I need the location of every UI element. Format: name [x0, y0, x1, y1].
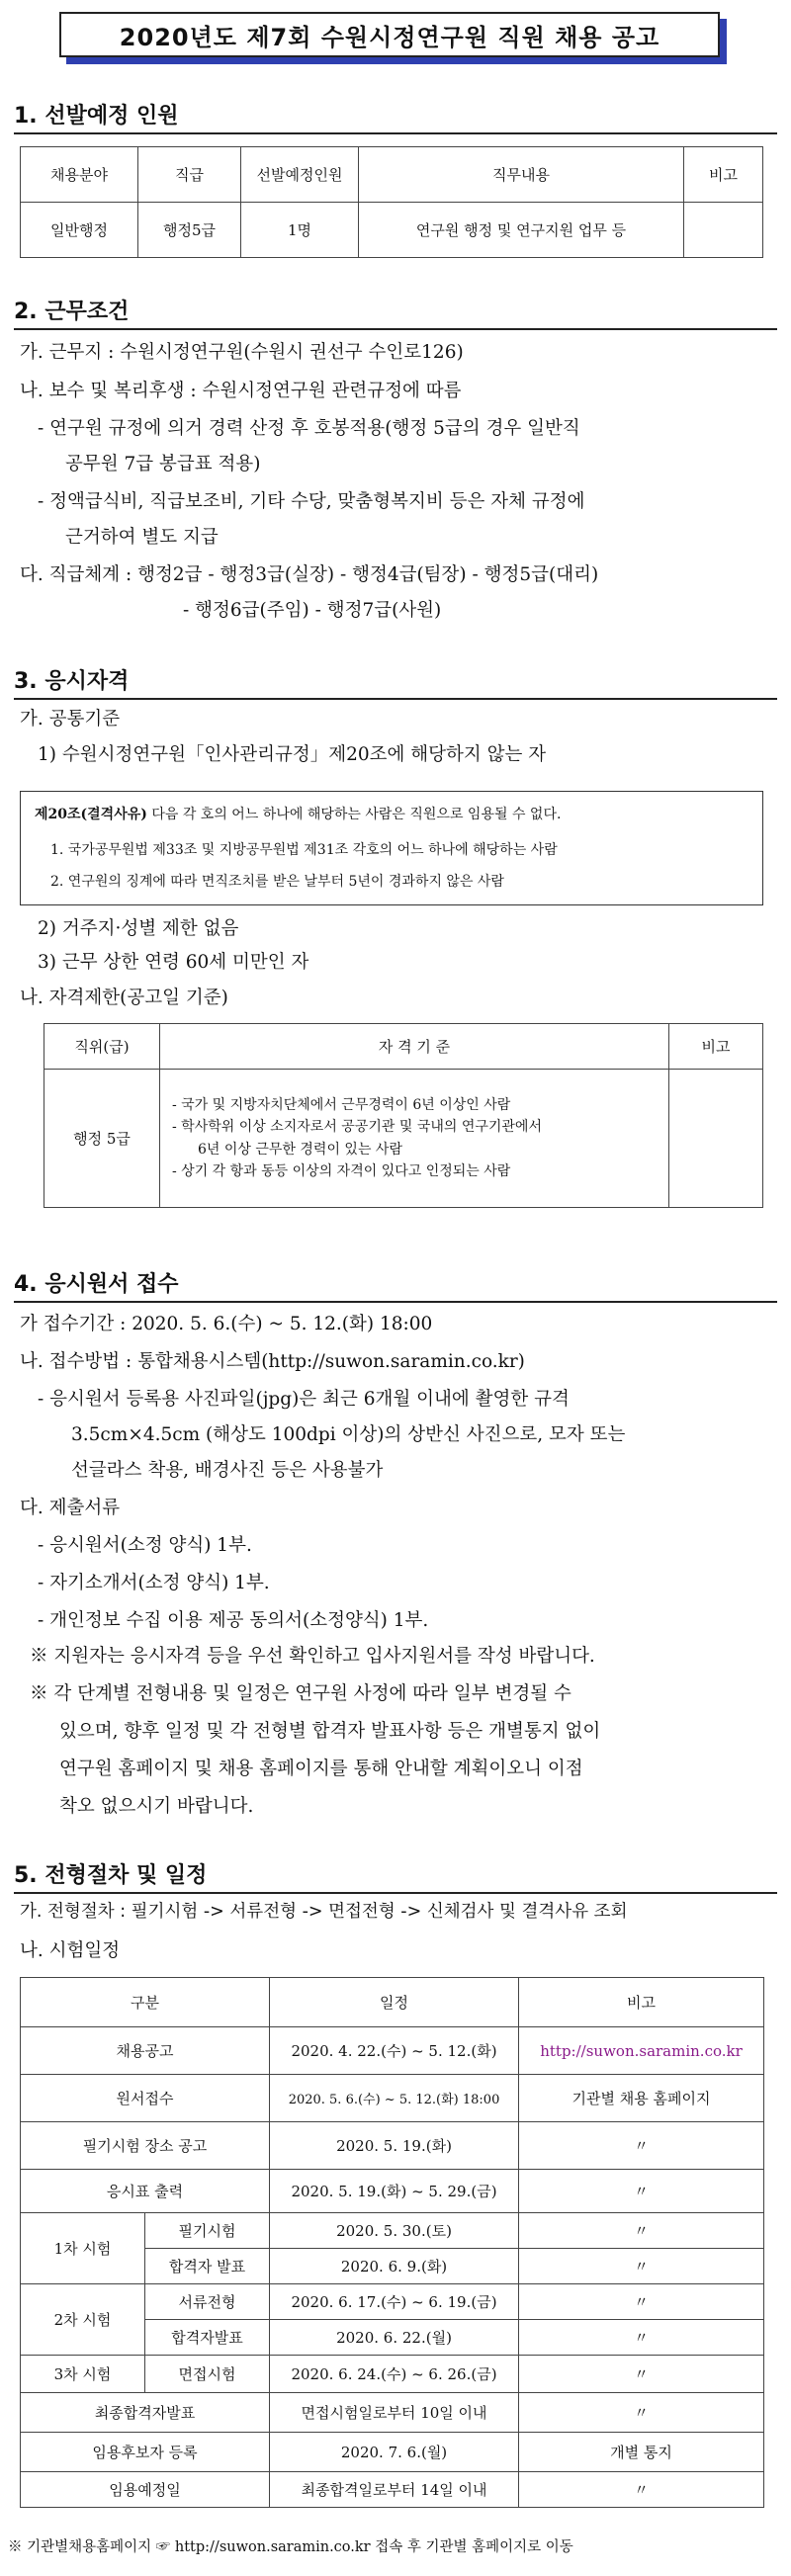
table-cell: 필기시험 장소 공고 — [21, 2122, 270, 2170]
homepage-link[interactable]: http://suwon.saramin.co.kr — [519, 2027, 764, 2075]
table-cell: 2020. 6. 24.(수) ~ 6. 26.(금) — [270, 2356, 519, 2393]
recruit-table — [20, 146, 763, 258]
text-line: - 연구원 규정에 의거 경력 산정 후 호봉적용(행정 5급의 경우 일반직 — [38, 418, 580, 439]
regulation-text: 다음 각 호의 어느 하나에 해당하는 사람은 직원으로 임용될 수 없다. — [146, 807, 562, 822]
table-cell: 2020. 6. 22.(월) — [270, 2320, 519, 2356]
table-cell: 〃 — [519, 2284, 764, 2320]
text-line: 있으며, 향후 일정 및 각 전형별 합격자 발표사항 등은 개별통지 없이 — [59, 1721, 601, 1742]
table-cell: 응시표 출력 — [21, 2170, 270, 2213]
header-cell: 비고 — [669, 1024, 763, 1070]
table-cell: 〃 — [519, 2249, 764, 2284]
table-cell: 2020. 4. 22.(수) ~ 5. 12.(화) — [270, 2027, 519, 2075]
text-line: ※ 각 단계별 전형내용 및 일정은 연구원 사정에 따라 일부 변경될 수 — [30, 1683, 571, 1704]
table-cell: 개별 통지 — [519, 2433, 764, 2472]
table-cell: 서류전형 — [145, 2284, 270, 2320]
text-line: ※ 지원자는 응시자격 등을 우선 확인하고 입사지원서를 작성 바랍니다. — [30, 1646, 595, 1667]
table-cell: 합격자발표 — [145, 2320, 270, 2356]
text-line: - 응시원서 등록용 사진파일(jpg)은 최근 6개월 이내에 촬영한 규격 — [38, 1389, 570, 1410]
text-line: 나. 자격제한(공고일 기준) — [20, 987, 228, 1008]
table-cell: 연구원 행정 및 연구지원 업무 등 — [359, 203, 684, 258]
table-cell: 최종합격자발표 — [21, 2393, 270, 2433]
table-cell: 원서접수 — [21, 2075, 270, 2122]
regulation-box — [20, 791, 763, 905]
table-cell: 2차 시험 — [21, 2284, 145, 2356]
process-line: 가. 전형절차 : 필기시험 -> 서류전형 -> 면접전형 -> 신체검사 및 결격사유 조회 — [20, 1902, 628, 1922]
text-line: 다. 직급체계 : 행정2급 - 행정3급(실장) - 행정4급(팀장) - 행정5급(대리) — [20, 564, 599, 585]
note-cell — [669, 1070, 763, 1208]
table-cell: 2020. 5. 19.(화) ~ 5. 29.(금) — [270, 2170, 519, 2213]
table-cell: 면접시험일로부터 10일 이내 — [270, 2393, 519, 2433]
table-cell: 〃 — [519, 2320, 764, 2356]
section-4-heading: 4. 응시원서 접수 — [14, 1272, 179, 1297]
table-cell: 합격자 발표 — [145, 2249, 270, 2284]
table-cell: 필기시험 — [145, 2213, 270, 2249]
table-cell: 2020. 7. 6.(월) — [270, 2433, 519, 2472]
header-cell: 비고 — [519, 1978, 764, 2027]
table-cell: 3차 시험 — [21, 2356, 145, 2393]
section-4-divider — [14, 1301, 777, 1303]
table-cell: 2020. 6. 17.(수) ~ 6. 19.(금) — [270, 2284, 519, 2320]
table-cell: 임용예정일 — [21, 2472, 270, 2508]
table-cell: 〃 — [519, 2393, 764, 2433]
regulation-lead — [35, 804, 561, 823]
header-cell: 자 격 기 준 — [160, 1024, 669, 1070]
text-line: 착오 없으시기 바랍니다. — [59, 1796, 254, 1817]
table-cell: 2020. 5. 6.(수) ~ 5. 12.(화) 18:00 — [270, 2075, 519, 2122]
regulation-item: 1. 국가공무원법 제33조 및 지방공무원법 제31조 각호의 어느 하나에 해당하는 사람 — [50, 842, 558, 858]
criteria-item: - 국가 및 지방자치단체에서 근무경력이 6년 이상인 사람 — [172, 1096, 511, 1113]
table-cell: 2020. 5. 30.(토) — [270, 2213, 519, 2249]
header-cell: 채용분야 — [21, 147, 138, 203]
text-line: - 정액급식비, 직급보조비, 기타 수당, 맞춤형복지비 등은 자체 규정에 — [38, 491, 585, 512]
footnote: ※ 기관별채용홈페이지 ☞ http://suwon.saramin.co.kr 접속 후 기관별 홈페이지로 이동 — [8, 2539, 573, 2555]
table-cell: 임용후보자 등록 — [21, 2433, 270, 2472]
table-cell: 〃 — [519, 2122, 764, 2170]
rank-cell: 행정 5급 — [44, 1070, 160, 1208]
text-line: 공무원 7급 봉급표 적용) — [65, 454, 261, 474]
text-line: - 행정6급(주임) - 행정7급(사원) — [183, 600, 442, 621]
criteria-item: - 상기 각 항과 동등 이상의 자격이 있다고 인정되는 사람 — [172, 1162, 511, 1179]
text-line: 연구원 홈페이지 및 채용 홈페이지를 통해 안내할 계획이오니 이점 — [59, 1759, 583, 1779]
text-line: 가 접수기간 : 2020. 5. 6.(수) ~ 5. 12.(화) 18:00 — [20, 1314, 433, 1334]
table-cell: 2020. 6. 9.(화) — [270, 2249, 519, 2284]
table-cell: 〃 — [519, 2356, 764, 2393]
qualification-table — [44, 1023, 763, 1208]
table-cell: 일반행정 — [21, 203, 138, 258]
table-cell: 행정5급 — [138, 203, 241, 258]
section-1-heading: 1. 선발예정 인원 — [14, 104, 179, 129]
text-line: 나. 보수 및 복리후생 : 수원시정연구원 관련규정에 따름 — [20, 381, 462, 401]
table-cell: 〃 — [519, 2213, 764, 2249]
table-cell: 〃 — [519, 2472, 764, 2508]
text-line: - 응시원서(소정 양식) 1부. — [38, 1535, 252, 1556]
section-3-divider — [14, 698, 777, 700]
criteria-cell — [160, 1070, 669, 1208]
table-cell: 2020. 5. 19.(화) — [270, 2122, 519, 2170]
header-cell: 직급 — [138, 147, 241, 203]
text-line: - 자기소개서(소정 양식) 1부. — [38, 1573, 270, 1593]
regulation-item: 2. 연구원의 징계에 따라 면직조치를 받은 날부터 5년이 경과하지 않은 사람 — [50, 874, 504, 890]
criteria-item: 6년 이상 근무한 경력이 있는 사람 — [198, 1141, 402, 1158]
regulation-title: 제20조(결격사유) — [35, 807, 147, 822]
text-line: 가. 공통기준 — [20, 709, 121, 730]
page-title: 2020년도 제7회 수원시정연구원 직원 채용 공고 — [59, 12, 720, 57]
table-cell — [684, 203, 763, 258]
section-5-heading: 5. 전형절차 및 일정 — [14, 1863, 208, 1888]
table-cell: 채용공고 — [21, 2027, 270, 2075]
section-3-heading: 3. 응시자격 — [14, 669, 130, 694]
text-line: 2) 거주지·성별 제한 없음 — [38, 918, 239, 939]
table-cell: 최종합격일로부터 14일 이내 — [270, 2472, 519, 2508]
text-line: 근거하여 별도 지급 — [65, 527, 219, 548]
text-line: - 개인정보 수집 이용 제공 동의서(소정양식) 1부. — [38, 1610, 429, 1631]
text-line: 3.5cm×4.5cm (해상도 100dpi 이상)의 상반신 사진으로, 모자 또는 — [71, 1424, 626, 1445]
text-line: 나. 접수방법 : 통합채용시스템(http://suwon.saramin.co.kr) — [20, 1351, 525, 1372]
table-cell: 기관별 채용 홈페이지 — [519, 2075, 764, 2122]
table-cell: 1차 시험 — [21, 2213, 145, 2284]
section-1-divider — [14, 132, 777, 134]
header-cell: 직무내용 — [359, 147, 684, 203]
text-line: 다. 제출서류 — [20, 1498, 121, 1518]
criteria-item: - 학사학위 이상 소지자로서 공공기관 및 국내의 연구기관에서 — [172, 1119, 542, 1136]
schedule-table — [20, 1977, 764, 2508]
section-5-divider — [14, 1892, 777, 1894]
text-line: 1) 수원시정연구원「인사관리규정」제20조에 해당하지 않는 자 — [38, 744, 547, 765]
section-2-divider — [14, 328, 777, 330]
header-cell: 구분 — [21, 1978, 270, 2027]
header-cell: 직위(급) — [44, 1024, 160, 1070]
table-cell: 면접시험 — [145, 2356, 270, 2393]
header-cell: 선발예정인원 — [241, 147, 359, 203]
table-cell: 〃 — [519, 2170, 764, 2213]
text-line: 가. 근무지 : 수원시정연구원(수원시 권선구 수인로126) — [20, 342, 464, 363]
text-line: 선글라스 착용, 배경사진 등은 사용불가 — [71, 1460, 384, 1481]
header-cell: 일정 — [270, 1978, 519, 2027]
table-cell: 1명 — [241, 203, 359, 258]
section-2-heading: 2. 근무조건 — [14, 300, 130, 324]
title-banner — [59, 12, 728, 63]
header-cell: 비고 — [684, 147, 763, 203]
text-line: 3) 근무 상한 연령 60세 미만인 자 — [38, 952, 309, 973]
text-line: 나. 시험일정 — [20, 1940, 121, 1961]
